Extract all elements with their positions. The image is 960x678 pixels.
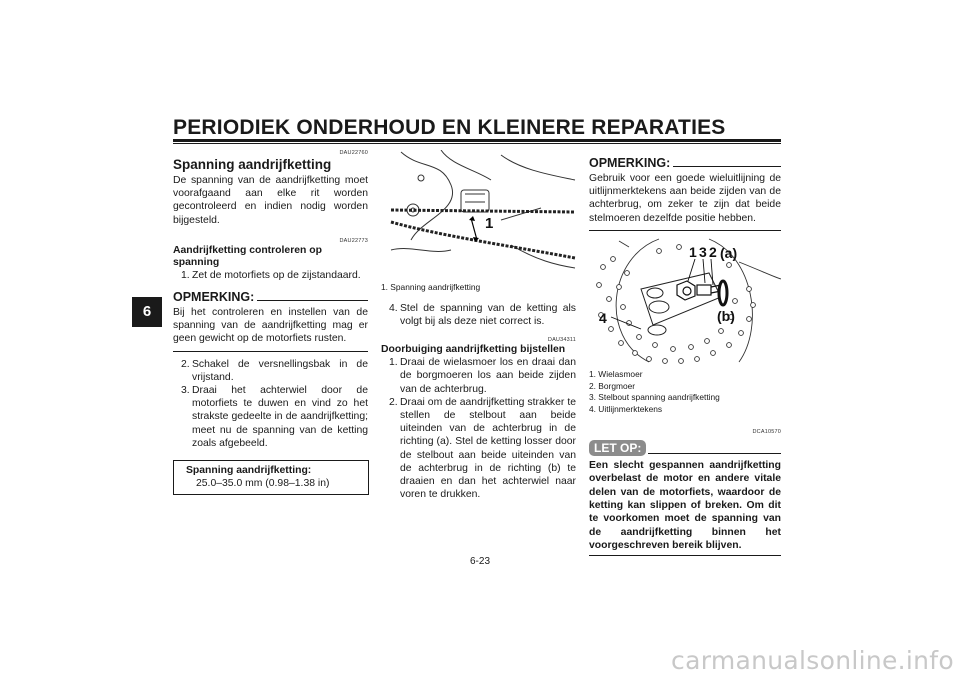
- chapter-tab: 6: [132, 297, 162, 327]
- caution-header: [589, 440, 781, 456]
- note-label: OPMERKING:: [589, 156, 671, 170]
- figure-label-3: 3: [699, 243, 707, 260]
- step-number: 3.: [181, 385, 190, 397]
- step-item: [173, 358, 368, 384]
- caution-rule: [648, 453, 781, 454]
- note-end-rule: [173, 351, 368, 352]
- axle-adjuster-figure: [589, 237, 781, 365]
- note-text: Gebruik voor een goede wieluitlijning de uitlijnmerktekens aan beide zijden van de achterbrug, om zeker te zijn dat beide stelmoeren dezelfde positie hebben.: [589, 173, 781, 224]
- step-text: Draai om de aandrijfketting strakker te stellen de stelbout aan beide uiteinden van de achterbrug in de richting (a). Stel de ketting losser door de stelbout aan beide uiteinden van de achterbrug in de richting (b) te draaien en dan het achterwiel naar voren te drukken.: [400, 396, 576, 501]
- figure-caption: 1. Spanning aandrijfketting: [381, 282, 481, 293]
- column-left: [173, 150, 368, 495]
- figure-label-b: (b): [717, 307, 735, 324]
- spec-value: 25.0–35.0 mm (0.98–1.38 in): [196, 478, 330, 490]
- subsection-heading: Doorbuiging aandrijfketting bijstellen: [381, 344, 566, 356]
- watermark: carmanualsonline.info: [671, 646, 954, 675]
- figure-label-a: (a): [720, 244, 738, 261]
- figure-callout: 1: [485, 215, 494, 232]
- reference-code: DAU22773: [339, 237, 368, 244]
- step-text: Zet de motorfiets op de zijstandaard.: [192, 269, 361, 281]
- step-number: 1.: [389, 357, 398, 369]
- chain-slack-figure: [381, 150, 576, 278]
- spec-box: [173, 460, 369, 495]
- note-end-rule: [589, 230, 781, 231]
- note-label: OPMERKING:: [173, 290, 255, 305]
- step-item: [173, 269, 368, 282]
- column-middle: [381, 150, 576, 501]
- figure-label-4: 4: [599, 309, 607, 326]
- title-rule-thin: [173, 143, 781, 144]
- title-rule: [173, 139, 781, 142]
- step-text: Draai de wielasmoer los en draai dan de borgmoeren los aan beide zijden van de achterbrug.: [400, 357, 576, 395]
- spec-label: Spanning aandrijfketting:: [186, 465, 312, 477]
- step-number: 2.: [389, 396, 398, 408]
- figure-label-1: 1: [689, 243, 697, 260]
- figure-caption: 3. Stelbout spanning aandrijfketting: [589, 392, 720, 403]
- page-title: PERIODIEK ONDERHOUD EN KLEINERE REPARATIES: [173, 116, 726, 139]
- step-number: 1.: [181, 269, 190, 281]
- step-text: Draai het achterwiel door de motorfiets te duwen en vind zo het strakste gedeelte in de aandrijfketting; meet nu de spanning van de ketting zoals afgebeeld.: [192, 385, 368, 449]
- figure-caption: 2. Borgmoer: [589, 380, 636, 391]
- step-number: 2.: [181, 358, 190, 370]
- step-item: [381, 302, 576, 328]
- caution-badge: LET OP:: [589, 440, 646, 456]
- reference-code: DAU22760: [339, 150, 368, 156]
- step-item: [381, 356, 576, 396]
- figure-caption: 4. Uitlijnmerktekens: [589, 403, 663, 414]
- reference-code: DCA10570: [752, 429, 781, 436]
- column-right: [589, 150, 781, 562]
- figure-caption: 1. Wielasmoer: [589, 369, 643, 380]
- note-text: Bij het controleren en instellen van de spanning van de aandrijfketting mag er geen gewicht op de motorfiets rusten.: [173, 307, 368, 345]
- note-header: [589, 156, 781, 170]
- step-item: [381, 396, 576, 502]
- step-text: Stel de spanning van de ketting als volgt bij als deze niet correct is.: [400, 302, 576, 327]
- intro-paragraph: De spanning van de aandrijfketting moet voorafgaand aan elke rit worden gecontroleerd en indien nodig worden bijgesteld.: [173, 175, 368, 226]
- section-heading: Spanning aandrijfketting: [173, 157, 332, 172]
- step-number: 4.: [389, 302, 398, 314]
- figure-label-2: 2: [709, 243, 717, 260]
- step-text: Schakel de versnellingsbak in de vrijstand.: [192, 358, 368, 383]
- subsection-heading: Aandrijfketting controleren op spanning: [173, 244, 322, 268]
- note-rule: [257, 300, 368, 301]
- reference-code: DAU34311: [547, 337, 576, 344]
- note-header: [173, 290, 368, 304]
- caution-text: Een slecht gespannen aandrijfketting overbelast de motor en andere vitale delen van de motorfiets, waardoor de ketting kan slippen of breken. Om dit te voorkomen moet de spanning van de aandrijfketting binnen het voorgeschreven bereik blijven.: [589, 460, 781, 551]
- note-rule: [673, 166, 781, 167]
- step-item: [173, 384, 368, 450]
- page-number: 6-23: [469, 556, 490, 567]
